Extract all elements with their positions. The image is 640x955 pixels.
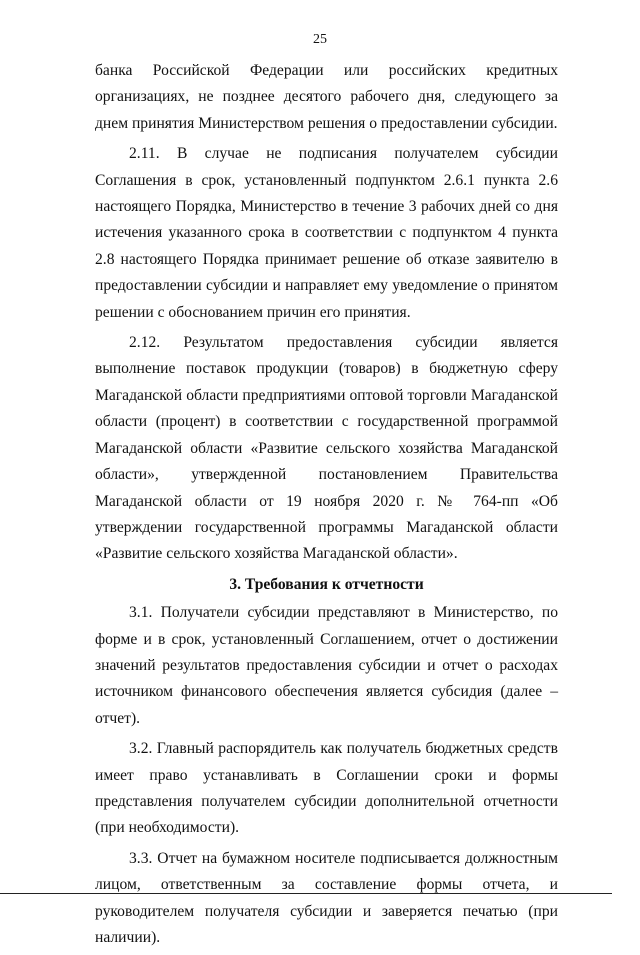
paragraph-3-3: 3.3. Отчет на бумажном носителе подписывается должностным лицом, ответственным за составление формы отчета, и руководителем получателя субсидии и заверяется печатью (при наличии). xyxy=(95,849,558,946)
document-body xyxy=(95,58,558,955)
bottom-rule xyxy=(0,893,612,894)
paragraph-2-12: 2.12. Результатом предоставления субсидии является выполнение поставок продукции (товаров) в бюджетную сферу Магаданской области предприятиями оптовой торговли Магаданской области (процент) в соответствии с государственной программой Магаданской области «Развитие сельского хозяйства Магаданской области», утвержденной постановлением Правительства Магаданской области от 19 ноября 2020 г. № 764-пп «Об утверждении государственной программы Магаданской области «Развитие сельского хозяйства Магаданской области». xyxy=(95,334,558,563)
paragraph-continuation: банка Российской Федерации или российских кредитных организациях, не позднее десятого рабочего дня, следующего за днем принятия Министерством решения о предоставлении субсидии. xyxy=(95,62,558,132)
section-heading: 3. Требования к отчетности xyxy=(229,575,424,593)
paragraph-3-2: 3.2. Главный распорядитель как получатель бюджетных средств имеет право устанавливать в Соглашении сроки и формы представления получателем субсидии дополнительной отчетности (при необходимости). xyxy=(95,740,558,837)
paragraph-2-11: 2.11. В случае не подписания получателем субсидии Соглашения в срок, установленный подпунктом 2.6.1 пункта 2.6 настоящего Порядка, Министерство в течение 3 рабочих дней со дня истечения указанного срока в соответствии с подпунктом 4 пункта 2.8 настоящего Порядка принимает решение об отказе заявителю в предоставлении субсидии и направляет ему уведомление о принятом решении с обоснованием причин его принятия. xyxy=(95,145,558,321)
paragraph-3-1: 3.1. Получатели субсидии представляют в Министерство, по форме и в срок, установленный Соглашением, отчет о достижении значений результатов предоставления субсидии и отчет о расходах источником финансового обеспечения является субсидия (далее – отчет). xyxy=(95,604,558,727)
page-number: 25 xyxy=(313,32,327,47)
